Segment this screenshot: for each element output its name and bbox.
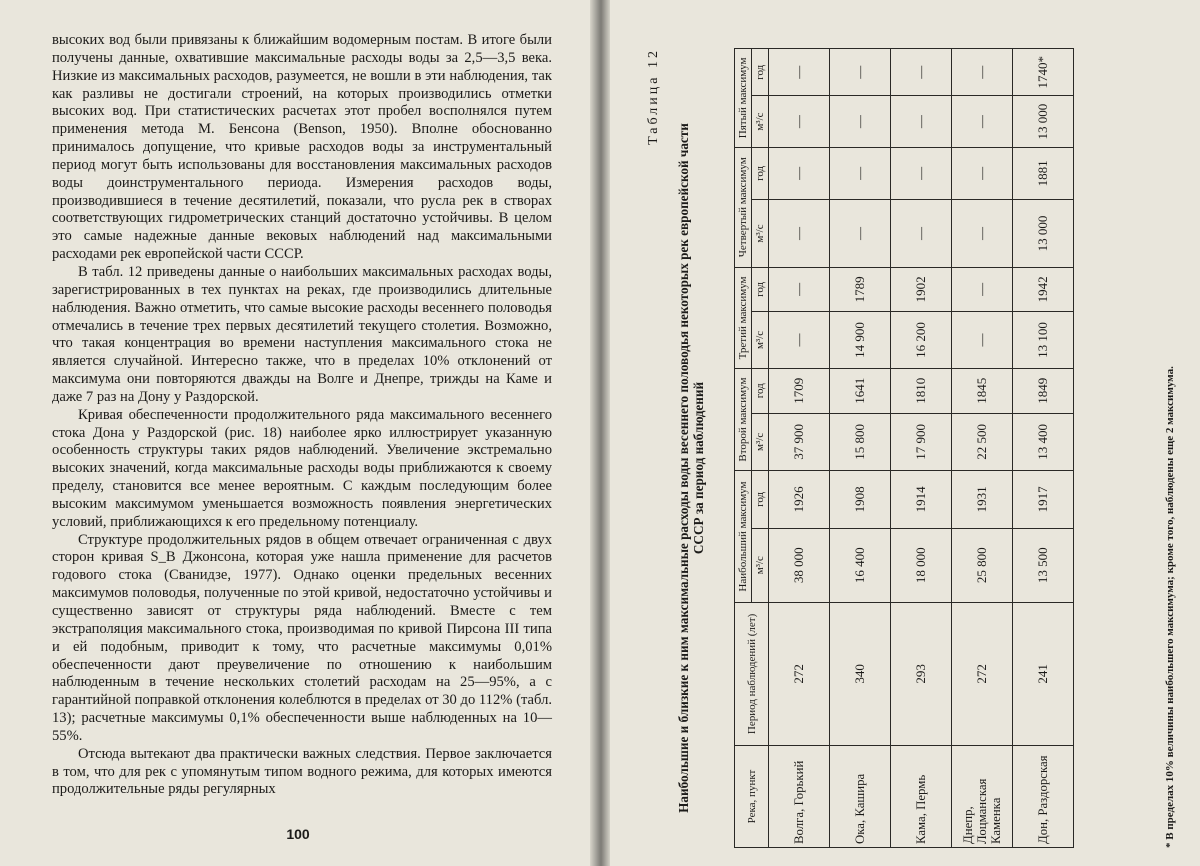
cell-value: 1881	[1013, 147, 1074, 199]
cell-value: —	[891, 49, 952, 96]
header-group-1: Наибольший максимум	[735, 471, 752, 603]
cell-value: 15 800	[830, 413, 891, 471]
cell-value: 1709	[769, 368, 830, 413]
body-text	[52, 32, 552, 799]
cell-value: —	[830, 200, 891, 268]
cell-value: —	[769, 49, 830, 96]
cell-value: 18 000	[891, 528, 952, 602]
cell-value: 13 000	[1013, 200, 1074, 268]
cell-value: —	[769, 267, 830, 311]
cell-value: 1740*	[1013, 49, 1074, 96]
rotated-table-region	[616, 38, 1196, 858]
cell-value: —	[769, 311, 830, 368]
cell-period: 293	[891, 602, 952, 745]
header-unit: м³/с	[752, 413, 769, 471]
cell-value: 1789	[830, 267, 891, 311]
cell-period: 340	[830, 602, 891, 745]
paragraph-3: Кривая обеспеченности продолжительного ряда максимального весеннего стока Дона у Раздорской (рис. 18) наиболее ярко иллюстрирует указанную особенность структуры таких рядов наблюдений. Увеличение экстремально высоких значений, когда максимальные расходы воды приближаются к своему пределу, становится все менее вероятным. С каждым последующим более высоким максимумом уменьшается возможность появления энергетических условий, приближающихся к его предельному потенциалу.	[52, 406, 552, 530]
cell-value: —	[952, 200, 1013, 268]
cell-river: Волга, Горький	[769, 746, 830, 848]
table-row	[891, 49, 952, 848]
header-river: Река, пункт	[735, 746, 769, 848]
paragraph-5: Отсюда вытекают два практически важных следствия. Первое заключается в том, что для рек с упомянутым типом водного режима, для которых имеются продолжительные ряды регулярных	[52, 745, 552, 798]
cell-value: —	[891, 96, 952, 147]
cell-river: Дон, Раздорская	[1013, 746, 1074, 848]
cell-value: 1902	[891, 267, 952, 311]
cell-value: 1942	[1013, 267, 1074, 311]
cell-value: —	[769, 147, 830, 199]
cell-value: —	[952, 147, 1013, 199]
header-unit: м³/с	[752, 96, 769, 147]
cell-value: 1908	[830, 471, 891, 528]
cell-period: 241	[1013, 602, 1074, 745]
cell-value: 1917	[1013, 471, 1074, 528]
cell-period: 272	[769, 602, 830, 745]
header-year: год	[752, 368, 769, 413]
cell-value: —	[891, 147, 952, 199]
cell-value: —	[952, 96, 1013, 147]
cell-value: 13 100	[1013, 311, 1074, 368]
cell-value: —	[952, 49, 1013, 96]
header-year: год	[752, 471, 769, 528]
cell-value: 17 900	[891, 413, 952, 471]
cell-value: 14 900	[830, 311, 891, 368]
left-page	[0, 0, 596, 866]
table-caption: Наибольшие и близкие к ним максимальные расходы воды весеннего половодья некоторых рек европейской части СССР за период наблюдений	[676, 123, 706, 813]
max-discharge-table	[734, 48, 1074, 848]
table-row	[769, 49, 830, 848]
cell-value: —	[769, 96, 830, 147]
cell-river: Кама, Пермь	[891, 746, 952, 848]
cell-value: —	[891, 200, 952, 268]
table-row	[1013, 49, 1074, 848]
header-unit: м³/с	[752, 200, 769, 268]
cell-value: 13 500	[1013, 528, 1074, 602]
header-group-3: Третий максимум	[735, 267, 752, 368]
header-group-4: Четвертый максимум	[735, 147, 752, 267]
cell-value: 13 400	[1013, 413, 1074, 471]
cell-value: —	[952, 311, 1013, 368]
paragraph-1: высоких вод были привязаны к ближайшим водомерным постам. В итоге были получены данные, охватившие максимальные расходы воды за 2,5—3,5 века. Низкие из максимальных расходов, разумеется, не вошли в эти наблюдения, так как разливы не достигали строений, на которых производились отметки высоких вод. При статистических расчетах этот пробел восполнялся путем применения метода М. Бенсона (Benson, 1950). Вполне обоснованно принималось допущение, что кривые расходов воды за инструментальный период могут быть использованы для восстановления максимальных расходов воды доинструментального периода. Измерения расходов воды, производившиеся в течение десятилетий, показали, что русла рек в створах соответствующих гидрометрических станций достаточно устойчивы. В целом это самые надежные данные вековых наблюдений над максимальными расходами рек европейской части СССР.	[52, 32, 552, 263]
header-group-2: Второй максимум	[735, 368, 752, 470]
header-unit: м³/с	[752, 311, 769, 368]
header-unit: м³/с	[752, 528, 769, 602]
cell-value: —	[952, 267, 1013, 311]
right-page	[604, 0, 1200, 866]
cell-value: 16 200	[891, 311, 952, 368]
cell-value: —	[830, 49, 891, 96]
table-row	[830, 49, 891, 848]
cell-value: —	[830, 96, 891, 147]
cell-value: 1914	[891, 471, 952, 528]
cell-value: 16 400	[830, 528, 891, 602]
cell-value: 1845	[952, 368, 1013, 413]
cell-value: 37 900	[769, 413, 830, 471]
header-group-5: Пятый максимум	[735, 49, 752, 148]
paragraph-2: В табл. 12 приведены данные о наибольших максимальных расходах воды, зарегистрированных в тех пунктах на реках, где производились длительные наблюдения. Важно отметить, что самые высокие расходы весеннего половодья отмечались в течение трех первых десятилетий текущего столетия. Возможно, что такая концентрация во времени наступления максимального стока не является случайной. Интересно также, что в пределах 10% отклонений от максимума они повторяются дважды на Волге и Днепре, трижды на Каме и даже 7 раз на Дону у Раздорской.	[52, 263, 552, 405]
cell-value: —	[830, 147, 891, 199]
cell-value: 25 800	[952, 528, 1013, 602]
page-number: 100	[286, 826, 310, 842]
cell-value: 1810	[891, 368, 952, 413]
cell-value: 1931	[952, 471, 1013, 528]
paragraph-4: Структуре продолжительных рядов в общем отвечает ограниченная с двух сторон кривая S_B Джонсона, которая уже нашла применение для расчетов годового стока (Сванидзе, 1977). Однако оценки предельных весенних максимумов половодья, полученные по этой кривой, недостаточно устойчивы и существенно зависят от структуры ряда наблюдений. Вместе с тем экстраполяция максимального стока, производимая по кривой Пирсона III типа и ей подобным, приводит к тому, что расчетные максимумы 0,01% обеспеченности дают преувеличение по отношению к наибольшим наблюденным в течение нескольких столетий расходам на 25—95%, а с гарантийной поправкой отклонения колеблются в пределах от 30 до 112% (табл. 13); расчетные максимумы 0,1% обеспеченности выше наблюденных на 10—55%.	[52, 531, 552, 744]
cell-river: Ока, Кашира	[830, 746, 891, 848]
header-year: год	[752, 147, 769, 199]
header-period: Период наблюдений (лет)	[735, 602, 769, 745]
book-gutter	[590, 0, 610, 866]
header-year: год	[752, 267, 769, 311]
cell-value: 38 000	[769, 528, 830, 602]
cell-value: —	[769, 200, 830, 268]
table-footnote: * В пределах 10% величины наибольшего максимума; кроме того, наблюдены еще 2 максимума.	[1164, 366, 1176, 848]
table-row	[952, 49, 1013, 848]
table-label: Таблица 12	[646, 48, 661, 145]
cell-river: Днепр, Лоцманская Каменка	[952, 746, 1013, 848]
cell-value: 1926	[769, 471, 830, 528]
header-year: год	[752, 49, 769, 96]
cell-value: 1641	[830, 368, 891, 413]
cell-period: 272	[952, 602, 1013, 745]
cell-value: 22 500	[952, 413, 1013, 471]
cell-value: 13 000	[1013, 96, 1074, 147]
cell-value: 1849	[1013, 368, 1074, 413]
